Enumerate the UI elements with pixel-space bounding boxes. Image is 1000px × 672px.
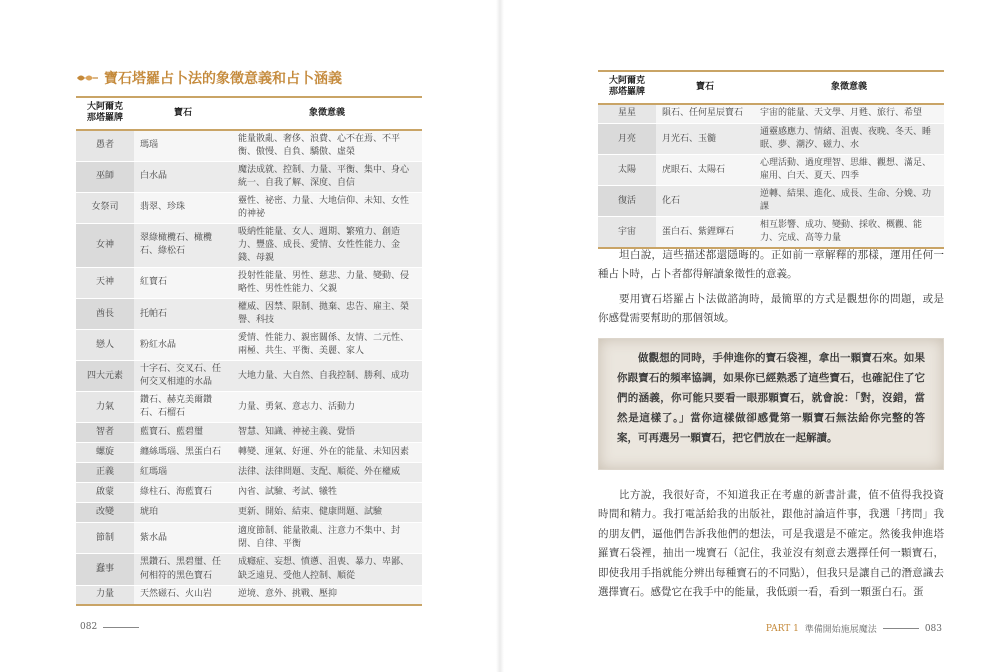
meaning: 魔法成就、控制、力量、平衡、集中、身心統一、自我了解、深度、自信 <box>232 161 422 192</box>
gem-name: 綠柱石、海藍寶石 <box>134 483 232 503</box>
meaning: 逆境、意外、挑戰、壓抑 <box>232 585 422 605</box>
meaning: 吸納性能量、女人、週期、繁殖力、創造力、豐盛、成長、愛情、女性性能力、金錢、母親 <box>232 223 422 267</box>
gem-name: 翠綠橄欖石、橄欖石、綠松石 <box>134 223 232 267</box>
header-meaning: 象徵意義 <box>754 71 944 104</box>
card-name: 力量 <box>76 585 134 605</box>
header-meaning: 象徵意義 <box>232 97 422 130</box>
left-footer <box>80 622 139 632</box>
gem-name: 瑪瑙 <box>134 130 232 162</box>
table-row <box>76 585 422 605</box>
table-row <box>598 124 944 155</box>
gem-name: 十字石、交叉石、任何交叉相連的水晶 <box>134 361 232 392</box>
meaning: 投射性能量、男性、慈悲、力量、變動、侵略性、男性性能力、父親 <box>232 267 422 298</box>
card-name: 復活 <box>598 186 656 217</box>
table-row <box>76 392 422 423</box>
meaning: 法律、法律問題、支配、順從、外在權威 <box>232 463 422 483</box>
table-row <box>76 483 422 503</box>
header-card: 大阿爾克 那塔羅牌 <box>598 71 656 104</box>
meaning: 更新、開始、結束、健康問題、試驗 <box>232 503 422 523</box>
right-footer <box>766 622 942 635</box>
meaning: 逆轉、結果、進化、成長、生命、分娩、功課 <box>754 186 944 217</box>
card-name: 節制 <box>76 523 134 554</box>
gem-name: 虎眼石、太陽石 <box>656 155 754 186</box>
meaning: 大地力量、大自然、自我控制、勝利、成功 <box>232 361 422 392</box>
header-gem: 寶石 <box>656 71 754 104</box>
card-name: 四大元素 <box>76 361 134 392</box>
table-row <box>76 503 422 523</box>
card-name: 啟蒙 <box>76 483 134 503</box>
card-name: 螺旋 <box>76 443 134 463</box>
card-name: 正義 <box>76 463 134 483</box>
gem-name: 黑鑽石、黑碧璽、任何相符的黑色寶石 <box>134 554 232 585</box>
part-name: 準備開始施展魔法 <box>804 625 877 635</box>
table-row <box>598 155 944 186</box>
page-number-right: 083 <box>924 623 942 634</box>
card-name: 改變 <box>76 503 134 523</box>
gem-name: 紅寶石 <box>134 267 232 298</box>
table-row <box>598 217 944 249</box>
gem-name: 隕石、任何星辰寶石 <box>656 104 754 124</box>
card-name: 太陽 <box>598 155 656 186</box>
right-page <box>500 0 1000 672</box>
paragraph-1: 坦白說，這些描述都還隱晦的。正如前一章解釋的那樣，運用任何一種占卜時，占卜者都得解讀象徵性的意義。 <box>598 249 944 281</box>
gem-name: 化石 <box>656 186 754 217</box>
gem-name: 托帕石 <box>134 299 232 330</box>
meaning: 相互影響、成功、變動、採收、概觀、能力、完成、高等力量 <box>754 217 944 249</box>
meaning: 智慧、知識、神祕主義、覺悟 <box>232 423 422 443</box>
meaning: 宇宙的能量、天文學、月甦、旅行、希望 <box>754 104 944 124</box>
meaning: 力量、勇氣、意志力、活動力 <box>232 392 422 423</box>
card-name: 月亮 <box>598 124 656 155</box>
table-row <box>76 299 422 330</box>
header-card: 大阿爾克 那塔羅牌 <box>76 97 134 130</box>
card-name: 蠢事 <box>76 554 134 585</box>
quote-box <box>598 338 944 470</box>
meaning: 權威、因禁、限制、拋棄、忠告、雇主、榮譽、科技 <box>232 299 422 330</box>
gem-name: 白水晶 <box>134 161 232 192</box>
gem-name: 纏絲瑪瑙、黑蛋白石 <box>134 443 232 463</box>
gem-name: 紅瑪瑙 <box>134 463 232 483</box>
card-name: 宇宙 <box>598 217 656 249</box>
header-gem: 寶石 <box>134 97 232 130</box>
gem-name: 蛋白石、紫鋰輝石 <box>656 217 754 249</box>
card-name: 智者 <box>76 423 134 443</box>
table-row <box>76 554 422 585</box>
gem-name: 粉紅水晶 <box>134 330 232 361</box>
page-number-left: 082 <box>80 622 98 632</box>
card-name: 力氣 <box>76 392 134 423</box>
quote-text: 做觀想的同時，手伸進你的寶石袋裡，拿出一顆寶石來。如果你跟寶石的頻率協調，如果你已經熟悉了這些寶石，也確記住了它們的涵義，你可能只要看一眼那顆寶石，就會說：「對，沒錯，當然是這樣了。」當你這樣做卻感覺第一顆寶石無法給你完整的答案，可再選另一顆寶石，把它們放在一起解讀。 <box>617 352 925 444</box>
part-label: PART 1 <box>765 623 799 634</box>
paragraph-3: 比方說，我很好奇，不知道我正在考慮的新書計畫，值不值得我投資時間和精力。我打電話給我的出版社，跟他討論這件事，我選「拷問」我的朋友們，逼他們告訴我他們的想法，可是我還是不確定。然後我伸進塔羅寶石袋裡，抽出一塊寶石（記住，我並沒有刻意去選擇任何一顆寶石，即使我用手指就能分辨出每種寶石的不同點），但我只是讓自己的潛意識去選擇寶石。感覺它在我手中的能量，我低頭一看，看到一顆蛋白石。蛋 <box>598 489 944 599</box>
table-row <box>598 186 944 217</box>
meaning: 內省、試驗、考試、犧牲 <box>232 483 422 503</box>
table-row <box>76 330 422 361</box>
meaning: 適度節制、能量散亂、注意力不集中、封閉、自律、平衡 <box>232 523 422 554</box>
meaning: 愛情、性能力、親密關係、友情、二元性、兩極、共生、平衡、美麗、家人 <box>232 330 422 361</box>
gem-name: 月光石、玉髓 <box>656 124 754 155</box>
gem-name: 鑽石、赫克美爾鑽石、石榴石 <box>134 392 232 423</box>
card-name: 愚者 <box>76 130 134 162</box>
gem-name: 翡翠、珍珠 <box>134 192 232 223</box>
table-row <box>76 192 422 223</box>
card-name: 巫師 <box>76 161 134 192</box>
footer-rule <box>103 627 139 628</box>
table-row <box>76 130 422 162</box>
meaning: 轉變、運氣、好運、外在的能量、未知因素 <box>232 443 422 463</box>
table-row <box>76 361 422 392</box>
gem-tarot-table-right <box>598 70 944 249</box>
meaning: 心理活動、過度理智、思維、觀想、滿足、雇用、白天、夏天、四季 <box>754 155 944 186</box>
gem-name: 紫水晶 <box>134 523 232 554</box>
gem-name: 藍寶石、藍碧璽 <box>134 423 232 443</box>
table-row <box>76 161 422 192</box>
gem-name: 琥珀 <box>134 503 232 523</box>
gem-tarot-table-left <box>76 96 422 606</box>
card-name: 酋長 <box>76 299 134 330</box>
section-title-text: 寶石塔羅占卜法的象徵意義和占卜涵義 <box>104 71 342 87</box>
meaning: 能量散亂、奢侈、浪費、心不在焉、不平衡、傲慢、自負、驕傲、虛榮 <box>232 130 422 162</box>
paragraph-2: 要用寶石塔羅占卜法做諮詢時，最簡單的方式是觀想你的問題，或是你感覺需要幫助的那個領域。 <box>598 293 944 325</box>
table-row <box>76 523 422 554</box>
card-name: 女祭司 <box>76 192 134 223</box>
table-row <box>76 463 422 483</box>
section-title <box>76 68 426 88</box>
ornament-icon <box>76 72 98 84</box>
footer-rule <box>883 628 919 629</box>
card-name: 星星 <box>598 104 656 124</box>
table-row <box>76 267 422 298</box>
meaning: 成癮症、妄想、憤懣、沮喪、暴力、卑鄙、缺乏遠見、受他人控制、順從 <box>232 554 422 585</box>
meaning: 通靈感應力、情緒、沮喪、夜晚、冬天、睡眠、夢、潮汐、磁力、水 <box>754 124 944 155</box>
card-name: 天神 <box>76 267 134 298</box>
card-name: 戀人 <box>76 330 134 361</box>
meaning: 靈性、祕密、力量、大地信仰、未知、女性的神祕 <box>232 192 422 223</box>
table-row <box>76 223 422 267</box>
card-name: 女神 <box>76 223 134 267</box>
gem-name: 天然磁石、火山岩 <box>134 585 232 605</box>
table-row <box>76 443 422 463</box>
table-row <box>76 423 422 443</box>
table-row <box>598 104 944 124</box>
